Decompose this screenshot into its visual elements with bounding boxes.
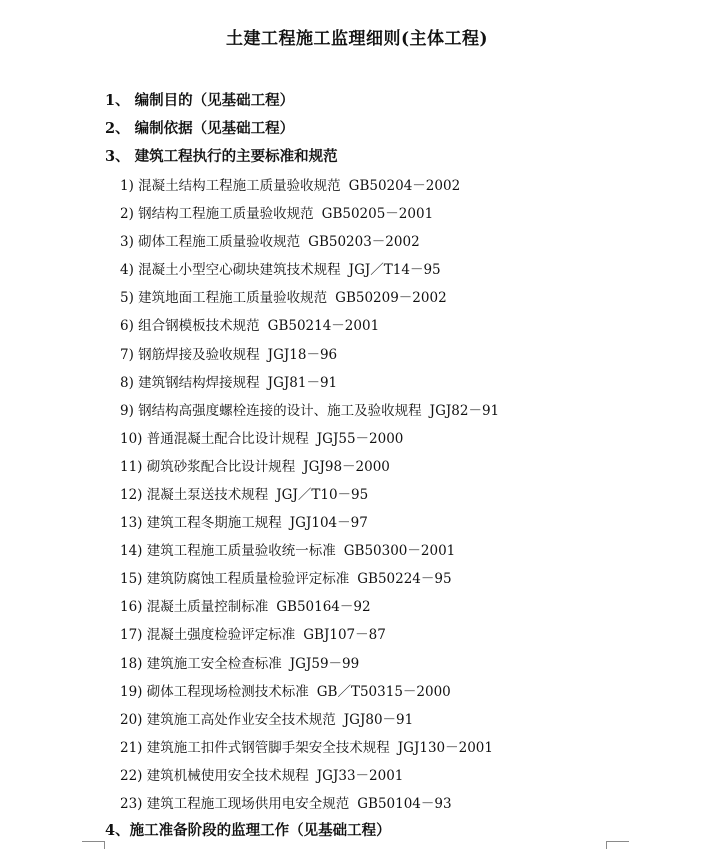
standard-item bbox=[120, 343, 337, 363]
section-heading-4: 4、施工准备阶段的监理工作（见基础工程） bbox=[105, 822, 391, 839]
section-heading-1: 1、 编制目的（见基础工程） bbox=[105, 92, 295, 109]
standard-code: GB50203－2002 bbox=[308, 234, 420, 250]
standard-title: 4) 混凝土小型空心砌块建筑技术规程 bbox=[120, 262, 341, 278]
standard-code: JGJ81－91 bbox=[267, 375, 338, 391]
standard-title: 16) 混凝土质量控制标准 bbox=[120, 599, 269, 615]
standard-item bbox=[120, 623, 386, 643]
standard-title: 17) 混凝土强度检验评定标准 bbox=[120, 627, 296, 643]
standard-item bbox=[120, 314, 379, 334]
standard-title: 18) 建筑施工安全检查标准 bbox=[120, 656, 282, 672]
standard-code: JGJ59－99 bbox=[289, 656, 360, 672]
standard-code: JGJ／T14－95 bbox=[348, 262, 441, 278]
document-title: 土建工程施工监理细则(主体工程) bbox=[225, 29, 489, 49]
standard-item bbox=[120, 680, 451, 700]
standard-item bbox=[120, 202, 433, 222]
standard-item bbox=[120, 399, 499, 419]
standard-code: GB50214－2001 bbox=[267, 318, 380, 334]
standard-item bbox=[120, 792, 452, 812]
standard-code: GB50205－2001 bbox=[321, 206, 434, 222]
standard-code: JGJ82－91 bbox=[429, 403, 500, 419]
standard-code: GB50209－2002 bbox=[335, 290, 447, 306]
standard-title: 9) 钢结构高强度螺栓连接的设计、施工及验收规程 bbox=[120, 403, 422, 419]
section-heading-2: 2、 编制依据（见基础工程） bbox=[105, 120, 295, 137]
standard-item bbox=[120, 764, 403, 784]
standard-code: JGJ130－2001 bbox=[397, 740, 493, 756]
standard-item bbox=[120, 652, 359, 672]
standard-title: 6) 组合钢模板技术规范 bbox=[120, 318, 260, 334]
standard-title: 8) 建筑钢结构焊接规程 bbox=[120, 375, 260, 391]
standard-item bbox=[120, 258, 441, 278]
standard-code: JGJ98－2000 bbox=[303, 459, 390, 475]
standard-code: JGJ55－2000 bbox=[316, 431, 404, 447]
standard-title: 14) 建筑工程施工质量验收统一标准 bbox=[120, 543, 336, 559]
standard-item bbox=[120, 708, 413, 728]
standard-title: 2) 钢结构工程施工质量验收规范 bbox=[120, 206, 314, 222]
standard-item bbox=[120, 567, 452, 587]
standard-title: 20) 建筑施工高处作业安全技术规范 bbox=[120, 712, 336, 728]
standard-title: 7) 钢筋焊接及验收规程 bbox=[120, 347, 260, 363]
standard-title: 12) 混凝土泵送技术规程 bbox=[120, 487, 269, 503]
standard-code: GB50204－2002 bbox=[348, 178, 461, 194]
section-heading-3: 3、 建筑工程执行的主要标准和规范 bbox=[105, 148, 338, 165]
standard-code: JGJ18－96 bbox=[267, 347, 338, 363]
standard-title: 22) 建筑机械使用安全技术规程 bbox=[120, 768, 309, 784]
standard-title: 1) 混凝土结构工程施工质量验收规范 bbox=[120, 178, 341, 194]
standard-code: JGJ80－91 bbox=[343, 712, 414, 728]
standard-item bbox=[120, 736, 493, 756]
standard-item bbox=[120, 174, 460, 194]
standard-item bbox=[120, 230, 420, 250]
standard-item bbox=[120, 286, 447, 306]
standard-item bbox=[120, 371, 337, 391]
standard-title: 3) 砌体工程施工质量验收规范 bbox=[120, 234, 301, 250]
standard-item bbox=[120, 539, 455, 559]
standard-code: GB50164－92 bbox=[276, 599, 371, 615]
standard-code: JGJ／T10－95 bbox=[276, 487, 369, 503]
standard-item bbox=[120, 455, 390, 475]
standard-code: GB50300－2001 bbox=[343, 543, 456, 559]
standard-item bbox=[120, 427, 403, 447]
standard-code: GB50224－95 bbox=[357, 571, 452, 587]
standard-item bbox=[120, 483, 368, 503]
standard-title: 13) 建筑工程冬期施工规程 bbox=[120, 515, 282, 531]
standard-code: GB50104－93 bbox=[357, 796, 452, 812]
standard-title: 11) 砌筑砂浆配合比设计规程 bbox=[120, 459, 296, 475]
standard-title: 19) 砌体工程现场检测技术标准 bbox=[120, 684, 309, 700]
standard-code: JGJ104－97 bbox=[289, 515, 368, 531]
standard-title: 5) 建筑地面工程施工质量验收规范 bbox=[120, 290, 328, 306]
standard-code: GBJ107－87 bbox=[303, 627, 386, 643]
standard-code: GB／T50315－2000 bbox=[316, 684, 451, 700]
standard-code: JGJ33－2001 bbox=[316, 768, 404, 784]
standard-title: 15) 建筑防腐蚀工程质量检验评定标准 bbox=[120, 571, 350, 587]
standard-item bbox=[120, 511, 368, 531]
standard-title: 21) 建筑施工扣件式钢管脚手架安全技术规程 bbox=[120, 740, 390, 756]
standard-title: 23) 建筑工程施工现场供用电安全规范 bbox=[120, 796, 350, 812]
standard-title: 10) 普通混凝土配合比设计规程 bbox=[120, 431, 309, 447]
standard-item bbox=[120, 595, 371, 615]
